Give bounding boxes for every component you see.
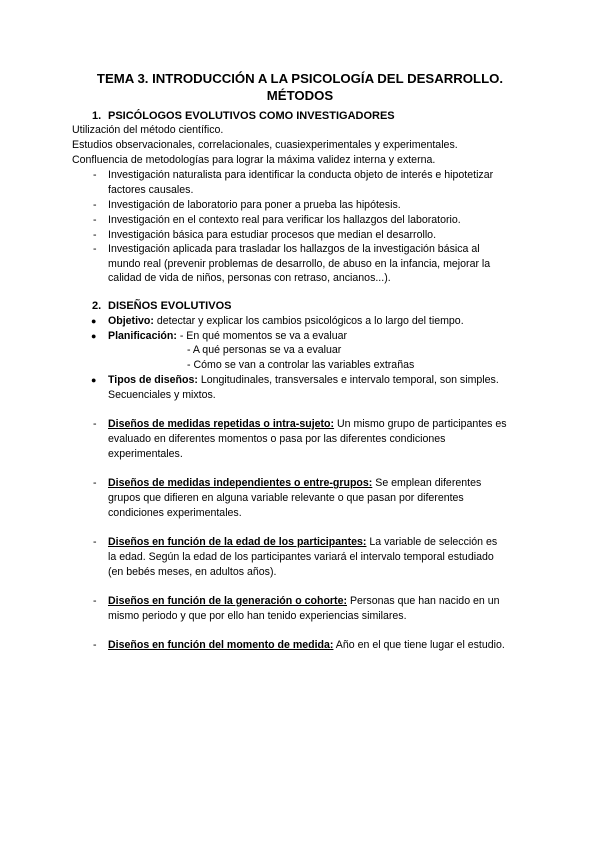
section-1-intro-line: Confluencia de metodologías para lograr la máxima validez interna y externa.: [72, 154, 436, 166]
planificacion-subitem: - A qué personas se va a evaluar: [187, 344, 342, 356]
design-term: Diseños de medidas independientes o entre-grupos:: [108, 477, 373, 489]
dash-marker: -: [93, 214, 97, 226]
section-2-title: DISEÑOS EVOLUTIVOS: [108, 300, 232, 312]
design-line: [108, 638, 505, 653]
design-term: Diseños en función de la edad de los participantes:: [108, 536, 367, 548]
dash-marker: -: [93, 477, 97, 489]
section-2-number: 2.: [92, 300, 102, 312]
bullet-marker: ●: [91, 375, 97, 385]
design-line: grupos que difieren en alguna variable relevante o que pasan por diferentes: [108, 492, 464, 504]
section-2-heading: [92, 299, 231, 313]
design-text: La variable de selección es: [366, 536, 498, 548]
dash-marker: -: [93, 595, 97, 607]
design-line: [108, 476, 481, 491]
dash-marker: -: [93, 169, 97, 181]
section-1-item-line: Investigación naturalista para identificar la conducta objeto de interés e hipotetizar: [108, 169, 494, 181]
section-1-intro-line: Utilización del método científico.: [72, 124, 224, 136]
section-1-item-line: calidad de vida de niños, personas con retraso, ancianos...).: [108, 272, 391, 284]
planificacion-line: [108, 329, 347, 344]
design-line: la edad. Según la edad de los participantes variará el intervalo temporal estudiado: [108, 551, 494, 563]
design-term: Diseños en función de la generación o cohorte:: [108, 595, 347, 607]
design-term: Diseños en función del momento de medida:: [108, 639, 334, 651]
design-term: Diseños de medidas repetidas o intra-sujeto:: [108, 418, 335, 430]
bullet-marker: ●: [91, 331, 97, 341]
design-text: Personas que han nacido en un: [347, 595, 500, 607]
section-1-item-line: Investigación de laboratorio para poner a prueba las hipótesis.: [108, 199, 401, 211]
title-line-2: MÉTODOS: [266, 88, 334, 103]
design-line: [108, 417, 507, 432]
planificacion-first: - En qué momentos se va a evaluar: [176, 330, 348, 342]
planificacion-label: Planificación:: [108, 330, 177, 342]
section-1-item-line: mundo real (prevenir problemas de desarrollo, de abuso en la infancia, mejorar la: [108, 258, 491, 270]
section-1-intro-line: Estudios observacionales, correlacionales, cuasiexperimentales y experimentales.: [72, 139, 458, 151]
title-line-1: TEMA 3. INTRODUCCIÓN A LA PSICOLOGÍA DEL DESARROLLO.: [96, 71, 504, 86]
dash-marker: -: [93, 199, 97, 211]
design-line: experimentales.: [108, 448, 183, 460]
section-1-item-line: Investigación básica para estudiar procesos que median el desarrollo.: [108, 229, 437, 241]
dash-marker: -: [93, 243, 97, 255]
tipos-label: Tipos de diseños:: [108, 374, 198, 386]
design-line: evaluado en diferentes momentos o pasa por las diferentes condiciones: [108, 433, 446, 445]
design-line: mismo periodo y que por ello han tenido experiencias similares.: [108, 610, 407, 622]
design-text: Un mismo grupo de participantes es: [334, 418, 507, 430]
dash-marker: -: [93, 229, 97, 241]
design-text: Se emplean diferentes: [372, 477, 482, 489]
objetivo-text: detectar y explicar los cambios psicológicos a lo largo del tiempo.: [153, 315, 464, 327]
section-1-item-line: factores causales.: [108, 184, 194, 196]
design-line: [108, 535, 497, 550]
tipos-text: Longitudinales, transversales e intervalo temporal, son simples.: [197, 374, 499, 386]
dash-marker: -: [93, 639, 97, 651]
tipos-line: [108, 373, 499, 388]
design-text: Año en el que tiene lugar el estudio.: [333, 639, 505, 651]
section-1-title: PSICÓLOGOS EVOLUTIVOS COMO INVESTIGADORES: [108, 110, 395, 122]
bullet-marker: ●: [91, 316, 97, 326]
document-title: [60, 70, 540, 104]
planificacion-subitem: - Cómo se van a controlar las variables extrañas: [187, 359, 415, 371]
design-line: condiciones experimentales.: [108, 507, 242, 519]
objetivo-line: [108, 314, 464, 329]
section-1-number: 1.: [92, 110, 102, 122]
design-line: (en bebés meses, en adultos años).: [108, 566, 277, 578]
design-line: [108, 594, 500, 609]
objetivo-label: Objetivo:: [108, 315, 154, 327]
section-1-item-line: Investigación aplicada para trasladar los hallazgos de la investigación básica al: [108, 243, 480, 255]
dash-marker: -: [93, 418, 97, 430]
dash-marker: -: [93, 536, 97, 548]
section-1-heading: [92, 109, 395, 123]
tipos-line-2: Secuenciales y mixtos.: [108, 389, 216, 401]
section-1-item-line: Investigación en el contexto real para verificar los hallazgos del laboratorio.: [108, 214, 461, 226]
